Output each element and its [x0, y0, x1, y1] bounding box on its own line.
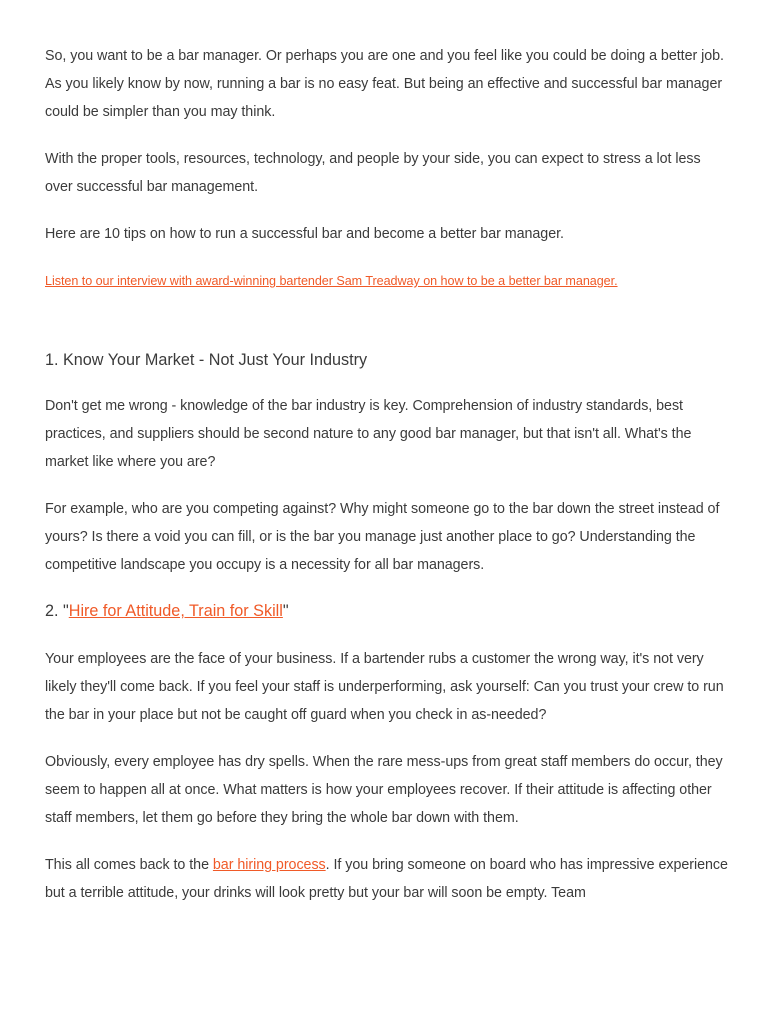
section-1-paragraph-2: For example, who are you competing against? Why might someone go to the bar down the street instead of yours? Is there a void you can fill, or is the bar you manage just another place to go? Understanding the competitive landscape you occupy is a necessity for all bar managers. — [45, 501, 720, 573]
section-2-paragraph-2: Obviously, every employee has dry spells. When the rare mess-ups from great staff members do occur, they seem to happen all at once. What matters is how your employees recover. If their attitude is affecting other staff members, let them go before they bring the whole bar down with them. — [45, 754, 723, 826]
interview-link-paragraph — [45, 267, 730, 295]
paragraph-text-before-link: This all comes back to the — [45, 857, 213, 873]
section-1-heading: 1. Know Your Market - Not Just Your Industry — [45, 351, 368, 369]
hire-for-attitude-link[interactable]: Hire for Attitude, Train for Skill — [68, 602, 283, 620]
intro-paragraph-1: So, you want to be a bar manager. Or perhaps you are one and you feel like you could be doing a better job. As you likely know by now, running a bar is no easy feat. But being an effective and successful bar manager could be simpler than you may think. — [45, 48, 724, 120]
section-2-paragraph-3 — [45, 851, 730, 907]
intro-paragraph-3: Here are 10 tips on how to run a successful bar and become a better bar manager. — [45, 226, 564, 242]
article-body — [45, 42, 730, 907]
intro-paragraph-2: With the proper tools, resources, technology, and people by your side, you can expect to stress a lot less over successful bar management. — [45, 151, 701, 195]
bar-hiring-process-link[interactable]: bar hiring process — [212, 857, 326, 873]
section-1-paragraph-1: Don't get me wrong - knowledge of the bar industry is key. Comprehension of industry standards, best practices, and suppliers should be second nature to any good bar manager, but that isn't all. What's the market like where you are? — [45, 398, 692, 470]
interview-link[interactable]: Listen to our interview with award-winning bartender Sam Treadway on how to be a better bar manager. — [45, 274, 618, 288]
section-2-heading-suffix: " — [282, 602, 289, 620]
section-2-heading-prefix: 2. " — [45, 602, 69, 620]
section-2-paragraph-1: Your employees are the face of your business. If a bartender rubs a customer the wrong way, it's not very likely they'll come back. If you feel your staff is underperforming, ask yourself: Can you trust your crew to run the bar in your place but not be caught off guard when you check in as-needed? — [45, 651, 724, 723]
paragraph-text-after-link: . If you bring someone on board who has impressive experience but a terrible attitude, your drinks will look pretty but your bar will soon be empty. Team — [45, 857, 728, 901]
section-2-heading — [45, 597, 730, 625]
